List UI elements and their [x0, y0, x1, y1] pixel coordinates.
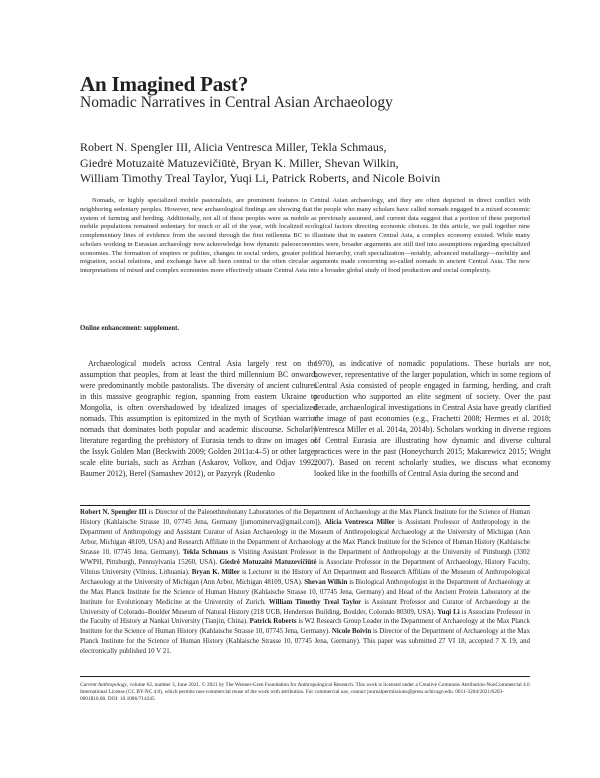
journal-footer [80, 682, 530, 703]
bio-name: Robert N. Spengler III [80, 509, 147, 516]
online-enhancement-note: Online enhancement: supplement. [80, 325, 180, 332]
author-list [80, 140, 560, 187]
bio-name: Patrick Roberts [249, 618, 297, 626]
bio-text: is Visiting Assistant Professor in the Department of Anthropology at the University of Pittsburgh (3302 WWPH, Pittsburgh, Pennsylvania 15260, USA). [80, 548, 530, 566]
author-line: Giedrė Motuzaitė Matuzevičiūtė, Bryan K. Miller, Shevan Wilkin, [80, 155, 399, 170]
bio-name: Giedrė Motuzaitė Matuzevičiūtė [219, 558, 317, 566]
article-subtitle: Nomadic Narratives in Central Asian Archaeology [80, 94, 393, 111]
footer-divider [80, 676, 530, 677]
bio-text: is Lecturer in the History of Art Department and Research Affiliate of the Museum of Anthropological Archaeology at the University of Michigan (Ann Arbor, Michigan 48109, USA). [80, 568, 530, 586]
bio-name: Nicole Boivin [331, 628, 372, 636]
footer-text: , volume 62, number 3, June 2021. © 2021 by The Wenner-Gren Foundation for Anthropological Research. This work is licensed under a Creative Commons Attribution-NonCommercial 4.0 International License (CC BY-NC 4.0), which permits non-commercial reuse of the work with attribution. For commercial use, contact journalpermissions@press.uchicago.edu. 0011-3204/2021/6203-0001$10.00. DOI: 10.1086/714245 [80, 682, 530, 703]
bio-name: Bryan K. Miller [191, 568, 240, 576]
bio-name: William Timothy Treal Taylor [268, 598, 362, 606]
bio-text: is W2 Research Group Leader in the Department of Archaeology at the Max Planck Institute for the Science of Human History (Kahlaische Strasse 10, 07745 Jena, Germany). [80, 618, 530, 636]
bio-name: Shevan Wilkin [304, 578, 348, 586]
article-title: An Imagined Past? [80, 72, 249, 96]
bio-text: is Director of the Paleoethnobotany Laboratories of the Department of Archaeology at the Max Planck Institute for the Science of Human History (Kahlaische Strasse 10, 07745 Jena, Germany [jumominerva@gmail.com]). [80, 509, 530, 526]
bio-text: is Director of the Department of Archaeology at the Max Planck Institute for the Science of Human History (Kahlaische Strasse 10, 07745 Jena, Germany). This paper was submitted 27 VI 18, accepted 7 X 19, and electronically published 10 V 21. [80, 628, 530, 656]
author-line: Robert N. Spengler III, Alicia Ventresca Miller, Tekla Schmaus, [80, 140, 387, 154]
bio-text: is Assistant Professor of Anthropology in the Department of Anthropology and Assistant Curator of Asian Archaeology in the Museum of Anthropological Archaeology at the University of Michigan (Ann Arbor, Michigan 48109, USA) and Research Affiliate in the Department of Archaeology at the Max Planck Institute for the Science of Human History (Kahlaische Strasse 10, 07745 Jena, Germany). [80, 518, 530, 556]
bio-text: is Biological Anthropologist in the Department of Archaeology at the Max Planck Institute for the Science of Human History (Kahlaische Strasse 10, 07745 Jena, Germany) and Head of the Ancient Protein Laboratory at the Institute for Evolutionary Medicine at the University of Zurich. [80, 578, 531, 606]
author-line: William Timothy Treal Taylor, Yuqi Li, Patrick Roberts, and Nicole Boivin [80, 171, 441, 186]
bio-text: is Assistant Professor and Curator of Archaeology at the University of Colorado–Boulder Museum of Natural History (218 UCB, Henderson Building, Boulder, Colorado 80309, USA). [80, 598, 530, 616]
body-text-left-column: Archaeological models across Central Asia largely rest on the assumption that peoples, from at least the third millennium BC onward, were predominantly mobile pastoralists. The diversity of ancient cultures in this massive geographic region, spanning from eastern Ukraine to Mongolia, is often overshadowed by idealized images of specialized nomads. This assumption is epitomized in the myth of Scythian warrior nomads that dominates both popular and academic discourse. Scholarly literature regarding the prehistory of Eurasia tends to draw on images of the Issyk Golden Man (Beckwith 2009; Golden 2011a:4–5) or other large-scale elite burials, such as Arzhan (Askarov, Volkov, and Odjav 1992; Baumer 2012), Berel (Samashev 2012), or Pazyryk (Rudenko [80, 359, 317, 478]
bio-name: Yuqi Li [437, 608, 460, 616]
bio-name: Alicia Ventresca Miller [324, 518, 395, 526]
abstract: Nomads, or highly specialized mobile pastoralists, are prominent features in Central Asian archaeology, and they are often depicted in direct conflict with neighboring sedentary peoples. However, new archaeological findings are showing that the people who many scholars have called nomads engaged in a mixed economic system of farming and herding. Additionally, not all of these peoples were as mobile as previously assumed, and current data suggest that a portion of these purported mobile populations remained sedentary for much or all of the year, with localized ecological factors directing economic choices. In this article, we pull together nine complementary lines of evidence from the second through the first millennia BC to illustrate that in eastern Central Asia, a complex economy existed. While many scholars working in Eurasian archaeology now acknowledge how dynamic paleoeconomies were, broader arguments are still tied into assumptions regarding specialized economies. The formation of empires or polities, changes in social orders, greater political hierarchy, craft specialization—notably, advanced metallurgy—mobility and migration, social relations, and exchange have all been central to the often circular arguments made concerning so-called nomads in ancient Central Asia. The new interpretations of mixed and complex economies more effectively situate Central Asia into a broader global study of food production and social complexity. [80, 197, 530, 274]
journal-name: Current Anthropology [80, 682, 127, 688]
body-text-right-column: 1970), as indicative of nomadic populations. These burials are not, however, representative of the larger population, which in some regions of Central Asia consisted of people engaged in farming, herding, and craft production who supported an elite segment of society. Over the past decade, archaeological investigations in Central Asia have greatly clarified the image of past economies (e.g., Frachetti 2008; Hermes et al. 2018; Ventresca Miller et al. 2014a, 2014b). Scholars working in diverse regions of Central Eurasia are illustrating how dynamic and diverse cultural practices were in the past (Honeychurch 2015; Makarewicz 2015; Wright 2007). Based on recent scholarly studies, we discuss what economy looked like in the foothills of Central Asia during the second and [314, 359, 551, 478]
bio-text: is Associate Professor in the Faculty of History at Nankai University (Tianjin, China). [80, 608, 530, 626]
bio-divider-top [80, 505, 530, 506]
bio-name: Tekla Schmaus [182, 548, 229, 556]
author-bios [80, 508, 530, 657]
bio-text: is Associate Professor in the Department of Archaeology, History Faculty, Vilnius University (Vilnius, Lithuania). [80, 558, 530, 576]
